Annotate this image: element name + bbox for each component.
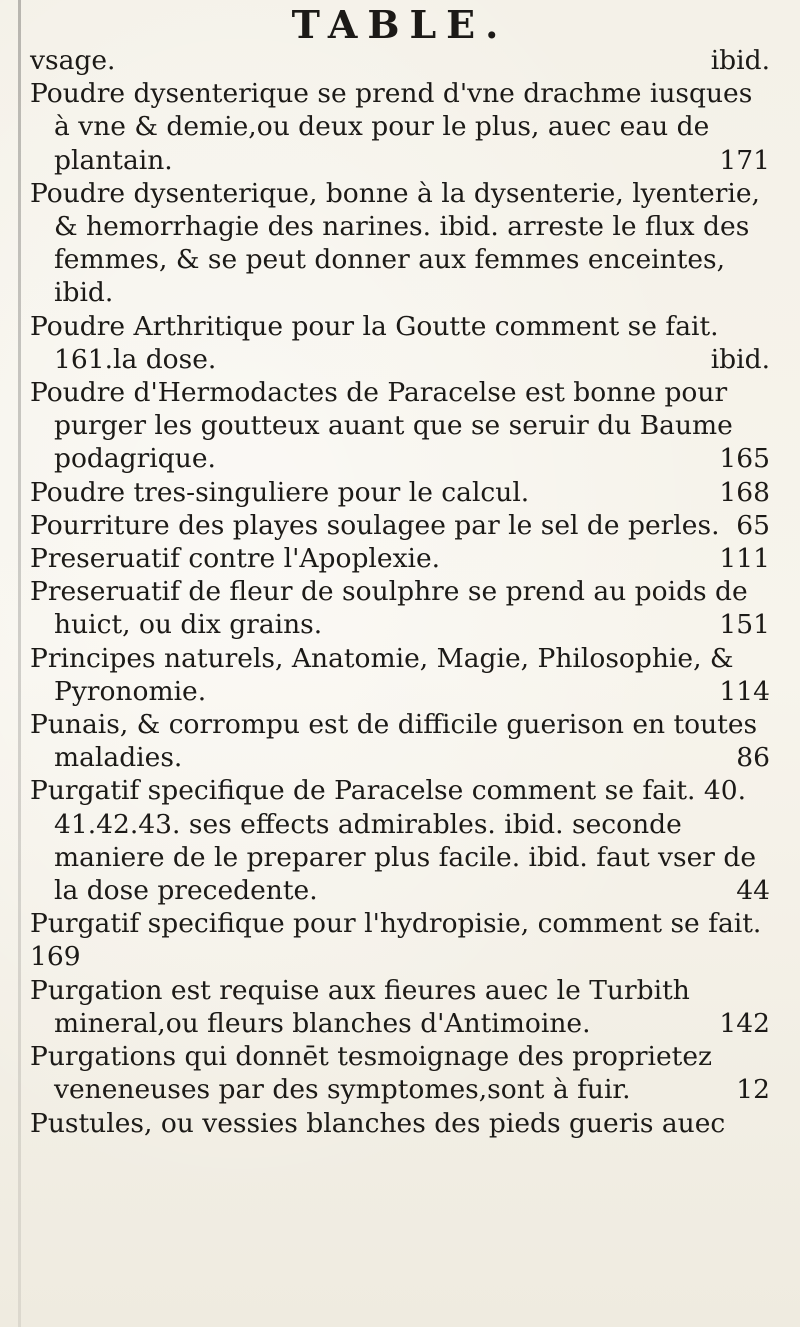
entry-page-ref: 114 [719,675,770,707]
entry-text: Poudre dysenterique, bonne à la dysenterie, lyenterie, & hemorrhagie des narines. ibid. arreste le flux des femmes, & se peut donner aux femmes enceintes, ibid. [30,177,760,309]
index-entry [30,774,770,907]
entry-text: vsage. [30,45,116,76]
page-gutter-shadow [18,0,21,1327]
index-entry [30,177,770,310]
entry-text: Poudre d'Hermodactes de Paracelse est bonne pour purger les goutteux auant que se seruir du Baume podagrique. [30,377,733,475]
index-entry [30,575,770,641]
entry-text: Purgations qui donnēt tesmoignage des proprietez veneneuses par des symptomes,sont à fuir. [30,1041,712,1106]
index-entry [30,509,770,542]
entry-page-ref: 165 [719,443,770,475]
running-head: TABLE. [291,2,509,47]
index-entry [30,907,770,973]
entry-page-ref: 142 [719,1007,770,1039]
index-entry [30,44,770,77]
entry-page-ref: 168 [719,476,770,508]
entry-text: Principes naturels, Anatomie, Magie, Philosophie, & Pyronomie. [30,642,734,707]
index-entry [30,77,770,177]
entry-text: Pustules, ou vessies blanches des pieds gueris auec [30,1107,726,1139]
entry-page-ref: 169 [30,941,81,973]
entry-page-ref: 12 [736,1074,770,1106]
index-entry [30,310,770,376]
index-entry [30,642,770,708]
entry-text: Preseruatif de fleur de soulphre se prend au poids de huict, ou dix grains. [30,576,748,641]
entry-page-ref: ibid. [710,45,770,76]
entry-page-ref: ibid. [710,343,770,375]
index-entries [30,44,770,1140]
index-entry [30,476,770,509]
index-entry [30,1040,770,1106]
entry-text: Punais, & corrompu est de difficile guerison en toutes maladies. [30,709,758,774]
entry-text: Purgation est requise aux fieures auec le Turbith mineral,ou fleurs blanches d'Antimoine. [30,974,690,1039]
entry-text: Purgatif specifique de Paracelse comment se fait. 40. 41.42.43. ses effects admirables. ibid. seconde maniere de le preparer plus facile. ibid. faut vser de la dose precedente. [30,775,757,907]
entry-text: Poudre tres-singuliere pour le calcul. [30,476,530,508]
entry-page-ref: 44 [736,875,770,907]
index-entry [30,542,770,575]
entry-text: Poudre dysenterique se prend d'vne drachme iusques à vne & demie,ou deux pour le plus, auec eau de plantain. [30,78,753,176]
entry-text: Pourriture des playes soulagee par le sel de perles. [30,509,720,541]
entry-text: Preseruatif contre l'Apoplexie. [30,543,441,575]
index-entry [30,376,770,476]
entry-page-ref: 86 [736,742,770,774]
index-entry [30,1107,770,1140]
entry-page-ref: 65 [736,509,770,541]
entry-page-ref: 171 [719,144,770,176]
entry-page-ref: 111 [719,543,770,575]
index-entry [30,708,770,774]
entry-page-ref: 151 [719,609,770,641]
entry-text: Poudre Arthritique pour la Goutte comment se fait. 161.la dose. [30,310,719,375]
entry-text: Purgatif specifique pour l'hydropisie, comment se fait. [30,908,762,940]
index-entry [30,974,770,1040]
